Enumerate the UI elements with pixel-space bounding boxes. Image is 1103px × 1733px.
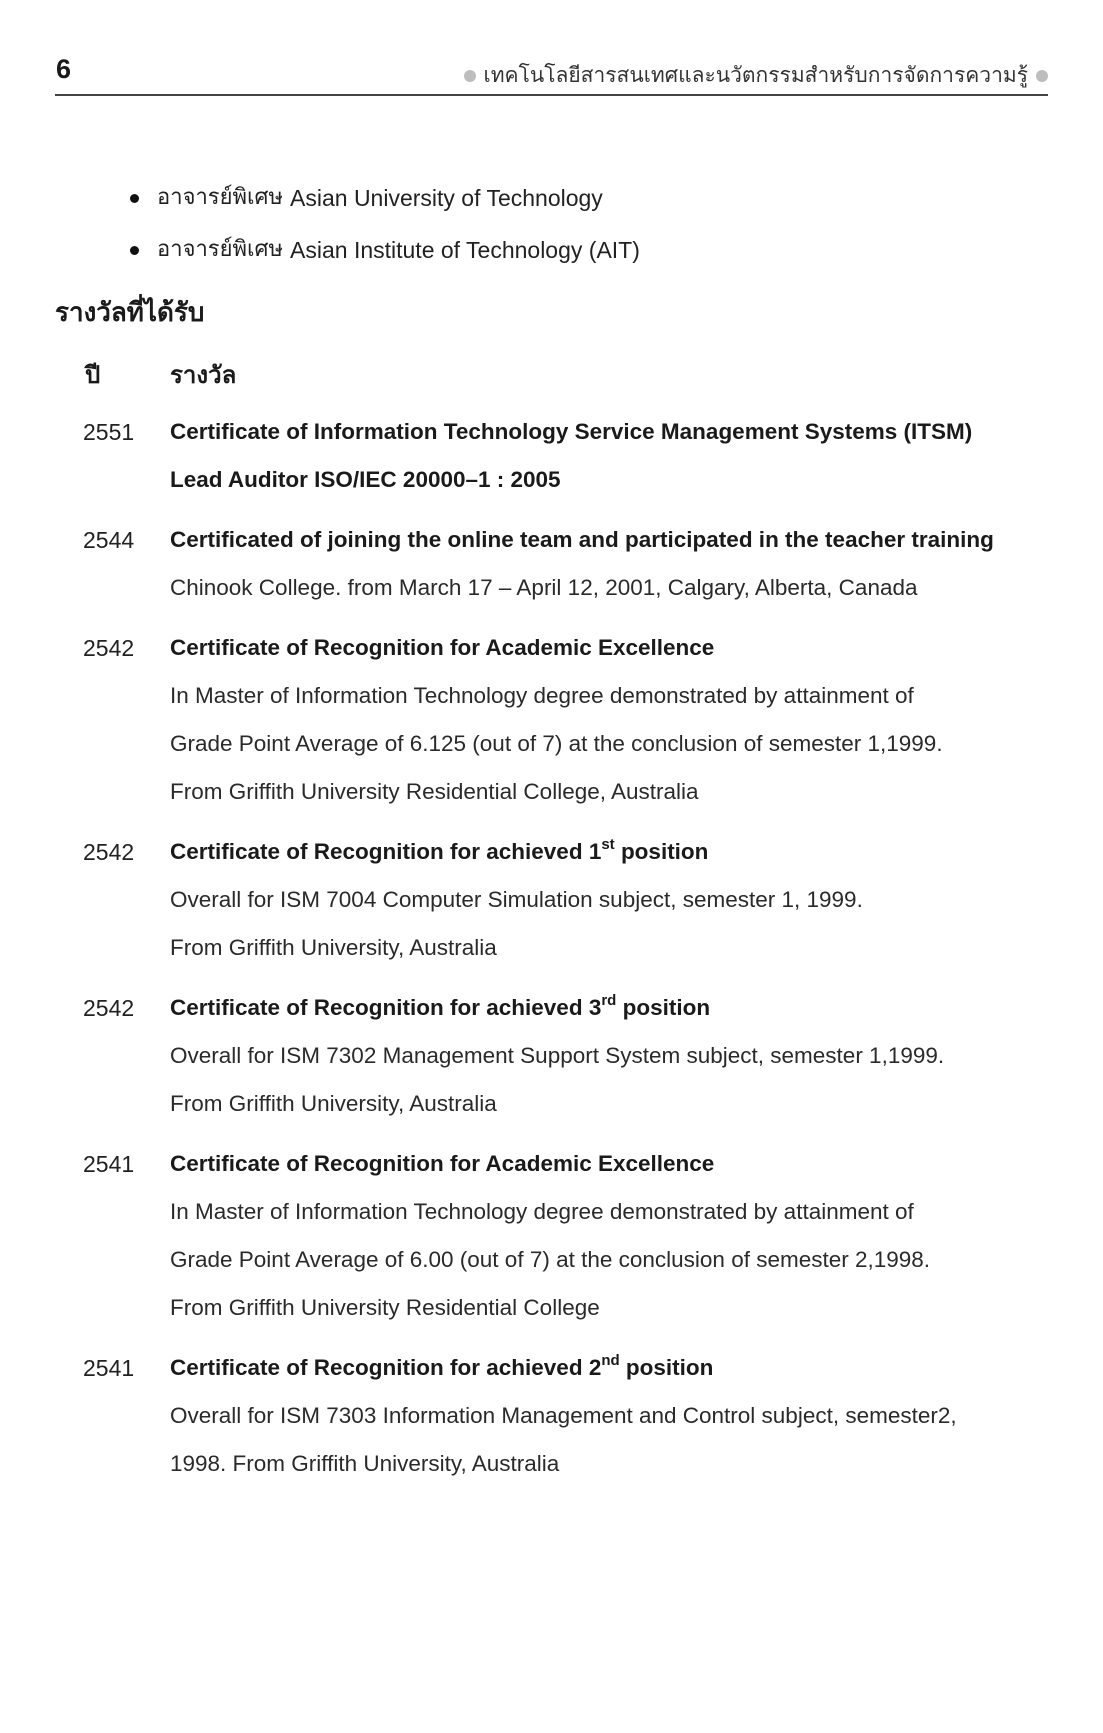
award-year: 2551 (83, 419, 135, 445)
decorative-dot-icon (1036, 70, 1048, 82)
list-item (130, 224, 640, 276)
position-title: อาจารย์พิเศษ (157, 237, 284, 262)
award-title (170, 1344, 1047, 1392)
award-detail: From Griffith University Residential College (170, 1295, 600, 1320)
award-title-text: position (614, 839, 709, 864)
award-title-text: Certificate of Recognition for achieved 2 (170, 1355, 602, 1380)
ordinal-suffix: rd (601, 991, 617, 1009)
institution-name: Asian Institute of Technology (AIT) (290, 237, 640, 263)
decorative-dot-icon (464, 70, 476, 82)
award-body (170, 984, 1047, 1128)
award-detail: Overall for ISM 7004 Computer Simulation subject, semester 1, 1999. (170, 887, 863, 912)
award-body (170, 624, 1047, 816)
page-number: 6 (56, 54, 72, 84)
award-year: 2542 (83, 995, 135, 1021)
award-detail: In Master of Information Technology degree demonstrated by attainment of (170, 683, 914, 708)
awards-list (0, 408, 1103, 1500)
award-year: 2542 (83, 635, 135, 661)
position-title: อาจารย์พิเศษ (157, 185, 284, 210)
award-title-text: Certificate of Recognition for achieved 1 (170, 839, 602, 864)
award-title: Certificate of Recognition for Academic Excellence (170, 635, 715, 660)
award-title: Lead Auditor ISO/IEC 20000–1 : 2005 (170, 467, 561, 492)
institution-name: Asian University of Technology (290, 185, 603, 211)
award-year: 2542 (83, 839, 135, 865)
running-title (464, 59, 1048, 92)
award-row (0, 1140, 1103, 1332)
award-row (0, 408, 1103, 504)
bullet-icon (130, 194, 139, 203)
page-header (55, 50, 1048, 96)
award-detail: In Master of Information Technology degree demonstrated by attainment of (170, 1199, 914, 1224)
ordinal-suffix: st (601, 835, 615, 853)
award-detail: Overall for ISM 7303 Information Management and Control subject, semester2, (170, 1403, 957, 1428)
award-title (170, 828, 1047, 876)
award-body (170, 1140, 1047, 1332)
award-row (0, 828, 1103, 972)
award-year: 2541 (83, 1151, 135, 1177)
award-body (170, 828, 1047, 972)
column-header-award: รางวัล (170, 360, 237, 389)
award-row (0, 624, 1103, 816)
award-detail: From Griffith University, Australia (170, 935, 497, 960)
bullet-icon (130, 246, 139, 255)
award-row (0, 984, 1103, 1128)
section-heading: รางวัลที่ได้รับ (55, 298, 205, 328)
award-title (170, 984, 1047, 1032)
award-row (0, 1344, 1103, 1488)
ordinal-suffix: nd (601, 1351, 620, 1369)
column-header-year: ปี (85, 360, 101, 389)
award-detail: Chinook College. from March 17 – April 12, 2001, Calgary, Alberta, Canada (170, 575, 918, 600)
award-title: Certificate of Information Technology Service Management Systems (ITSM) (170, 419, 973, 444)
award-title-text: position (619, 1355, 714, 1380)
positions-list (130, 172, 640, 276)
running-title-text: เทคโนโลยีสารสนเทศและนวัตกรรมสำหรับการจัดการความรู้ (483, 63, 1028, 87)
award-title-text: Certificate of Recognition for achieved 3 (170, 995, 602, 1020)
award-detail: From Griffith University, Australia (170, 1091, 497, 1116)
award-body (170, 516, 1047, 612)
award-row (0, 516, 1103, 612)
award-detail: 1998. From Griffith University, Australia (170, 1451, 560, 1476)
award-year: 2541 (83, 1355, 135, 1381)
award-detail: From Griffith University Residential College, Australia (170, 779, 699, 804)
award-year: 2544 (83, 527, 135, 553)
award-title-text: position (616, 995, 711, 1020)
award-body (170, 1344, 1047, 1488)
award-detail: Grade Point Average of 6.00 (out of 7) at the conclusion of semester 2,1998. (170, 1247, 931, 1272)
list-item (130, 172, 640, 224)
award-body (170, 408, 1047, 504)
award-detail: Overall for ISM 7302 Management Support System subject, semester 1,1999. (170, 1043, 945, 1068)
award-title: Certificate of Recognition for Academic Excellence (170, 1151, 715, 1176)
award-detail: Grade Point Average of 6.125 (out of 7) at the conclusion of semester 1,1999. (170, 731, 943, 756)
award-title: Certificated of joining the online team and participated in the teacher training (170, 527, 994, 552)
